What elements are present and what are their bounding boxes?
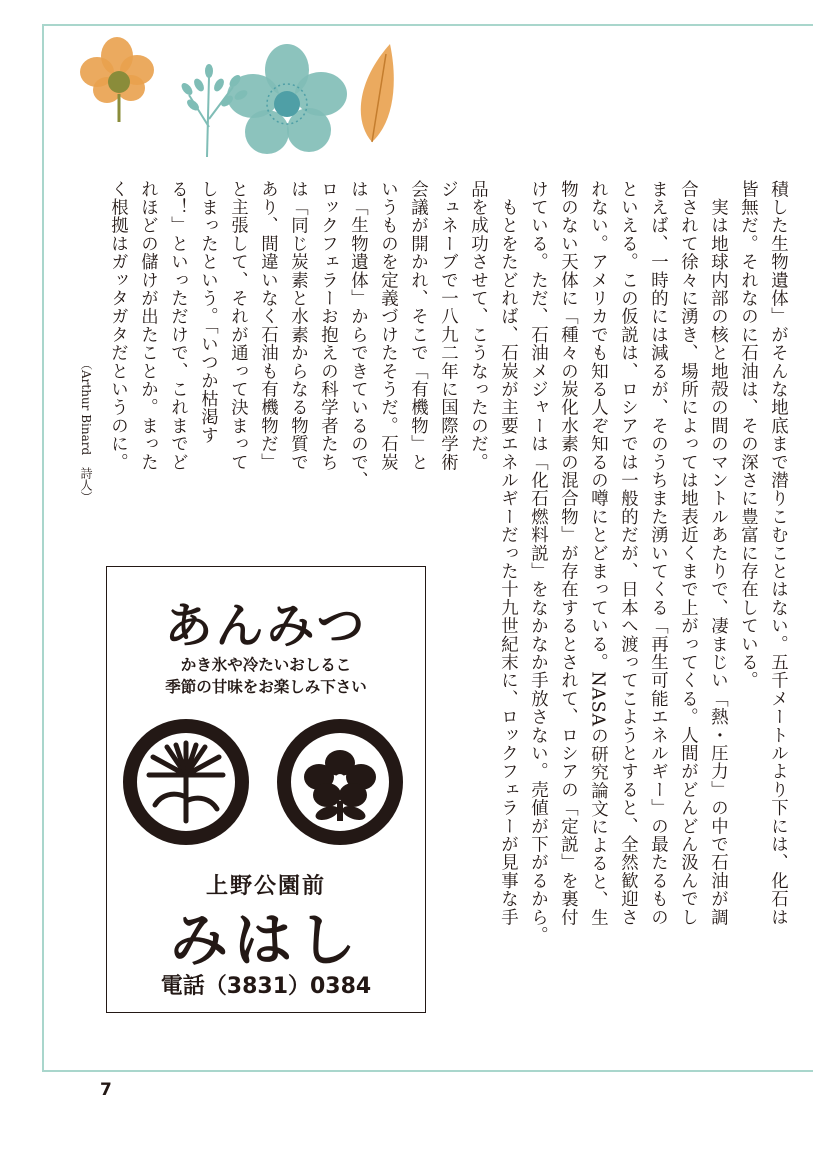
chrysanthemum-seal-icon (121, 717, 251, 847)
article-column: る！」といっただけで、これまでど (167, 180, 188, 472)
orange-flower-icon (80, 37, 154, 122)
article-column: といえる。この仮説は、ロシアでは一般的だが、日本へ渡ってこようとすると、全然歓迎さ (617, 180, 638, 927)
article-column: けている。ただ、石油メジャーは「化石燃料説」をなかなか手放さない。売値が下がるから。 (527, 180, 548, 945)
teal-flower-icon (227, 44, 347, 154)
article-column: ロックフェラーお抱えの科学者たち (317, 180, 338, 472)
author-credit: （Arthur Binard 詩人） (79, 358, 93, 504)
article-column: あり、間違いなく石油も有機物だ」 (257, 180, 278, 472)
article-column: 皆無だ。それなのに石油は、その深さに豊富に存在している。 (737, 180, 758, 690)
article-column: もとをたどれば、石炭が主要エネルギーだった十九世紀末に、ロックフェラーが見事な手 (497, 180, 518, 927)
advertisement (106, 566, 426, 1013)
ad-location: 上野公園前 (205, 874, 326, 899)
article-column: ジュネーブで一八九二年に国際学術 (437, 180, 458, 472)
article-column: は「同じ炭素と水素からなる物質で (287, 180, 308, 472)
page-number: 7 (100, 1080, 112, 1100)
article-column: 積した生物遺体」がそんな地底まで潜りこむことはない。五千メートルより下には、化石は (767, 180, 788, 927)
flower-illustration (72, 32, 422, 162)
ad-title: あんみつ (164, 598, 368, 654)
article-column: く根拠はガッタガタだというのに。 (107, 180, 128, 472)
ad-shop-name: みはし (169, 906, 362, 974)
article-column: いうものを定義づけたそうだ。石炭 (377, 180, 398, 472)
article-column: れない。アメリカでも知る人ぞ知るの噂にとどまっている。NASAの研究論文によると、生 (587, 180, 608, 928)
article-column: 会議が開かれ、そこで「有機物」と (407, 180, 428, 472)
article-column: 品を成功させて、こうなったのだ。 (467, 180, 488, 472)
article-column: れほどの儲けが出たことか。まった (137, 180, 158, 472)
article-column: まえば、一時的には減るが、そのうちまた湧いてくる「再生可能エネルギー」の最たるもの (647, 180, 668, 927)
camellia-seal-icon (275, 717, 405, 847)
article-column: と主張して、それが通って決まって (227, 180, 248, 472)
ad-phone: 電話（3831）0384 (160, 974, 372, 999)
article-column: しまったという。「いつか枯渇す (197, 180, 218, 445)
article-column: 合されて徐々に湧き、場所によっては地表近くまで上がってくる。人間がどんどん汲んでし (677, 180, 698, 927)
ad-tagline-2: 季節の甘味をお楽しみ下さい (165, 678, 367, 696)
orange-leaf-icon (361, 44, 394, 142)
article-column: 実は地球内部の核と地殻の間のマントルあたりで、凄まじい「熱・圧力」の中で石油が調 (707, 180, 728, 927)
article-column: は「生物遺体」からできているので、 (347, 180, 368, 490)
ad-tagline-1: かき氷や冷たいおしるこ (180, 656, 352, 674)
article-column: 物のない天体に「種々の炭化水素の混合物」が存在するとされて、ロシアの「定説」を裏付 (557, 180, 578, 927)
